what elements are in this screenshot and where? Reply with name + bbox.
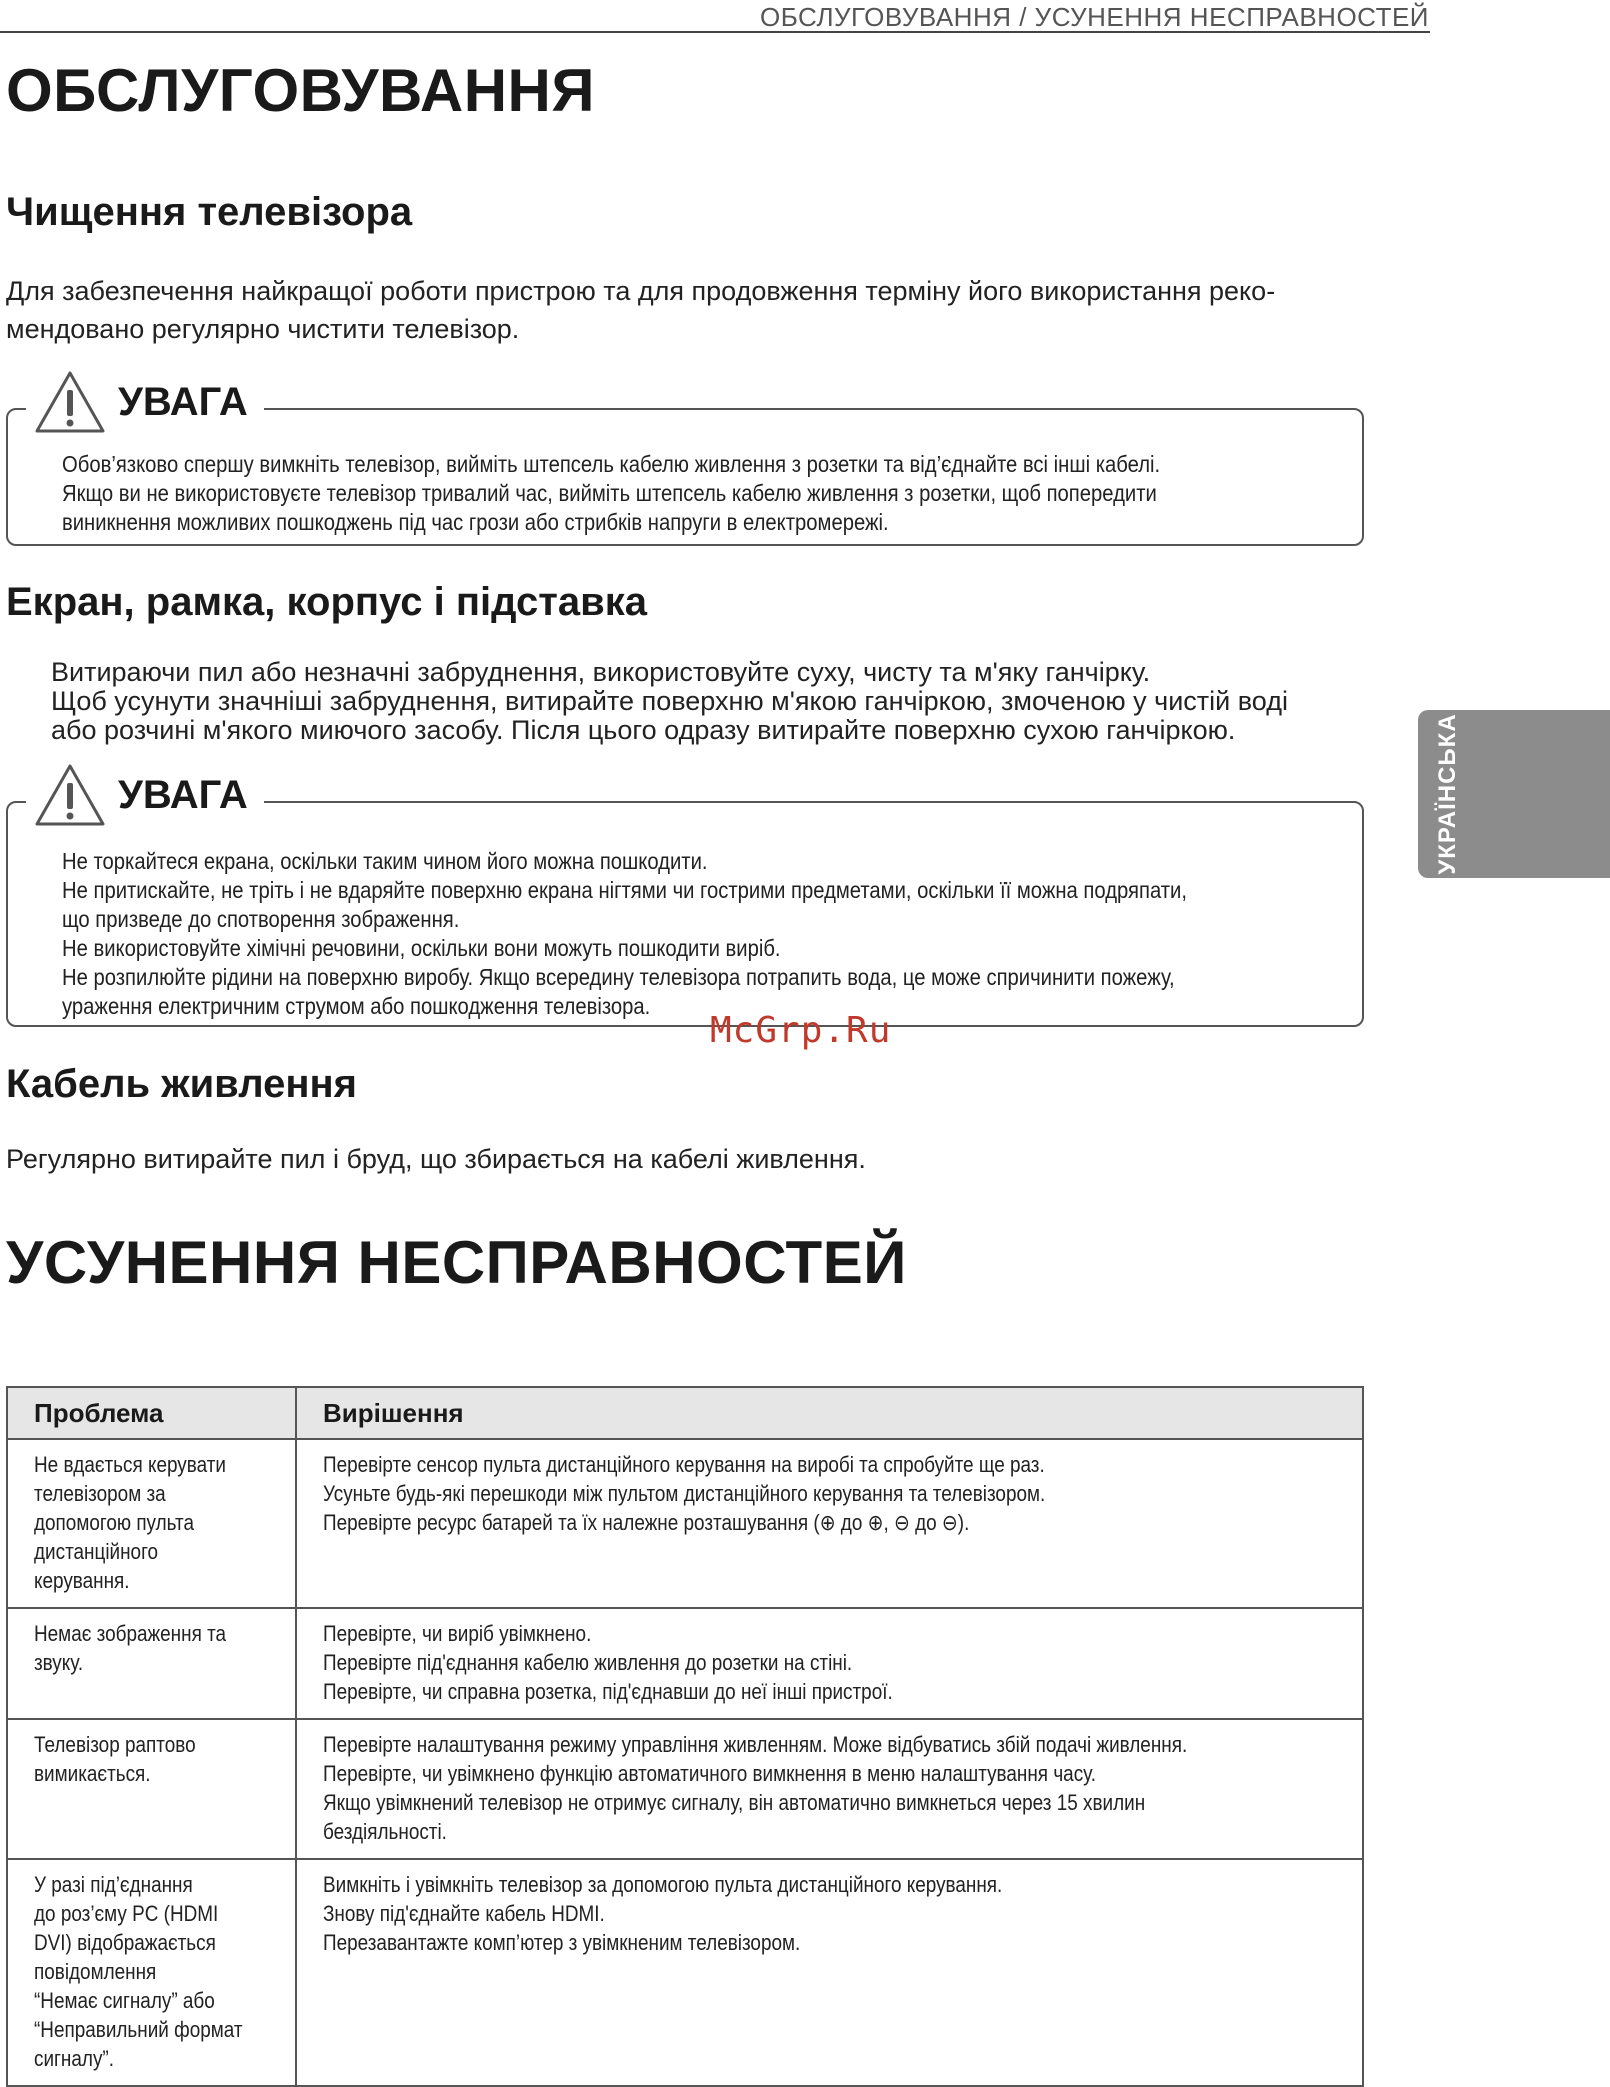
caution-box-screen xyxy=(6,772,1364,1027)
table-row xyxy=(7,1719,1363,1859)
solution-cell xyxy=(296,1439,1363,1608)
problem-line: Немає зображення та xyxy=(34,1621,227,1646)
solution-line: Перевірте ресурс батарей та їх належне розташування (⊕ до ⊕, ⊖ до ⊖). xyxy=(323,1510,970,1535)
screen-section-text xyxy=(51,658,1288,745)
caution-title: УВАГА xyxy=(118,379,248,424)
caution-line: Обов’язково спершу вимкніть телевізор, вийміть штепсель кабелю живлення з розетки та від’єднайте всі інші кабелі. xyxy=(62,451,1161,477)
solution-line: Усуньте будь-які перешкоди між пультом дистанційного керування та телевізором. xyxy=(323,1481,1046,1506)
problem-cell xyxy=(7,1719,296,1859)
problem-cell xyxy=(7,1859,296,2086)
screen-line: Витираючи пил або незначні забруднення, використовуйте суху, чисту та м'яку ганчірку. xyxy=(51,657,1151,687)
column-header-problem: Проблема xyxy=(7,1387,296,1439)
problem-line: звуку. xyxy=(34,1650,84,1675)
solution-line: Перевірте налаштування режиму управління живленням. Може відбуватись збій подачі живлення. xyxy=(323,1732,1188,1757)
table-header-row xyxy=(7,1387,1363,1439)
troubleshooting-title: УСУНЕННЯ НЕСПРАВНОСТЕЙ xyxy=(6,1229,907,1296)
caution-line: ураження електричним струмом або пошкодження телевізора. xyxy=(62,993,651,1019)
solution-line: Перевірте під'єднання кабелю живлення до розетки на стіні. xyxy=(323,1650,853,1675)
problem-line: Телевізор раптово xyxy=(34,1732,196,1757)
solution-line: бездіяльності. xyxy=(323,1819,447,1844)
problem-cell xyxy=(7,1439,296,1608)
problem-line: повідомлення xyxy=(34,1959,157,1984)
caution-line: Не розпилюйте рідини на поверхню виробу. Якщо всередину телевізора потрапить вода, це може спричинити пожежу, xyxy=(62,964,1175,990)
screen-section-title: Екран, рамка, корпус і підставка xyxy=(6,580,647,624)
screen-line: Щоб усунути значніші забруднення, витирайте поверхню м'якою ганчіркою, змоченою у чистій воді xyxy=(51,686,1288,716)
table-row xyxy=(7,1439,1363,1608)
solution-line: Знову під'єднайте кабель HDMI. xyxy=(323,1901,605,1926)
problem-line: допомогою пульта xyxy=(34,1510,195,1535)
cleaning-intro-line: мендовано регулярно чистити телевізор. xyxy=(6,314,520,344)
warning-triangle-icon xyxy=(34,370,106,434)
cleaning-title: Чищення телевізора xyxy=(6,190,413,234)
problem-line: Не вдається керувати xyxy=(34,1452,226,1477)
problem-line: керування. xyxy=(34,1568,130,1593)
problem-line: сигналу”. xyxy=(34,2046,114,2071)
caution-line: що призведе до спотворення зображення. xyxy=(62,906,460,932)
problem-cell xyxy=(7,1608,296,1719)
column-header-solution: Вирішення xyxy=(296,1387,1363,1439)
caution-line: Не використовуйте хімічні речовини, оскільки вони можуть пошкодити виріб. xyxy=(62,935,781,961)
troubleshooting-table xyxy=(6,1386,1364,2087)
table-row xyxy=(7,1859,1363,2086)
problem-line: У разі під’єднання xyxy=(34,1872,193,1897)
solution-cell xyxy=(296,1608,1363,1719)
warning-triangle-icon xyxy=(34,763,106,827)
table-row xyxy=(7,1608,1363,1719)
cable-section-title: Кабель живлення xyxy=(6,1062,358,1106)
language-side-tab-label: УКРАЇНСЬКА xyxy=(1434,713,1461,875)
language-side-tab xyxy=(1418,710,1610,878)
caution-line: Не притискайте, не тріть і не вдаряйте поверхню екрана нігтями чи гострими предметами, оскільки її можна подряпати, xyxy=(62,877,1187,903)
problem-line: дистанційного xyxy=(34,1539,159,1564)
caution-line: Не торкайтеся екрана, оскільки таким чином його можна пошкодити. xyxy=(62,848,708,874)
solution-line: Перезавантажте комп’ютер з увімкненим телевізором. xyxy=(323,1930,801,1955)
problem-line: DVI) відображається xyxy=(34,1930,216,1955)
solution-cell xyxy=(296,1719,1363,1859)
caution-heading xyxy=(26,370,264,434)
problem-line: телевізором за xyxy=(34,1481,166,1506)
solution-line: Перевірте сенсор пульта дистанційного керування на виробі та спробуйте ще раз. xyxy=(323,1452,1045,1477)
caution-box-power xyxy=(6,379,1364,546)
maintenance-title: ОБСЛУГОВУВАННЯ xyxy=(6,57,595,124)
problem-line: “Немає сигналу” або xyxy=(34,1988,215,2013)
caution-heading xyxy=(26,763,264,827)
cable-section-text: Регулярно витирайте пил і бруд, що збирається на кабелі живлення. xyxy=(6,1144,866,1174)
watermark: McGrp.Ru xyxy=(710,1010,892,1051)
solution-line: Вимкніть і увімкніть телевізор за допомогою пульта дистанційного керування. xyxy=(323,1872,1003,1897)
caution-title: УВАГА xyxy=(118,772,248,817)
header-rule xyxy=(0,31,1430,33)
problem-line: вимикається. xyxy=(34,1761,151,1786)
caution-line: виникнення можливих пошкоджень під час грози або стрибків напруги в електромережі. xyxy=(62,509,889,535)
solution-line: Перевірте, чи справна розетка, під'єднавши до неї інші пристрої. xyxy=(323,1679,893,1704)
caution-line: Якщо ви не використовуєте телевізор тривалий час, вийміть штепсель кабелю живлення з розетки, щоб попередити xyxy=(62,480,1157,506)
solution-line: Перевірте, чи увімкнено функцію автоматичного вимкнення в меню налаштування часу. xyxy=(323,1761,1096,1786)
caution-text xyxy=(62,450,1160,537)
caution-text xyxy=(62,847,1187,1021)
solution-cell xyxy=(296,1859,1363,2086)
solution-line: Якщо увімкнений телевізор не отримує сигналу, він автоматично вимкнеться через 15 хвилин xyxy=(323,1790,1146,1815)
screen-line: або розчині м'якого миючого засобу. Після цього одразу витирайте поверхню сухою ганчіркою. xyxy=(51,715,1236,745)
solution-line: Перевірте, чи виріб увімкнено. xyxy=(323,1621,592,1646)
problem-line: “Неправильний формат xyxy=(34,2017,243,2042)
running-header: ОБСЛУГОВУВАННЯ / УСУНЕННЯ НЕСПРАВНОСТЕЙ xyxy=(760,2,1429,32)
cleaning-intro xyxy=(6,272,1275,348)
cleaning-intro-line: Для забезпечення найкращої роботи пристрою та для продовження терміну його використання реко- xyxy=(6,276,1276,306)
problem-line: до роз’єму PC (HDMI xyxy=(34,1901,219,1926)
